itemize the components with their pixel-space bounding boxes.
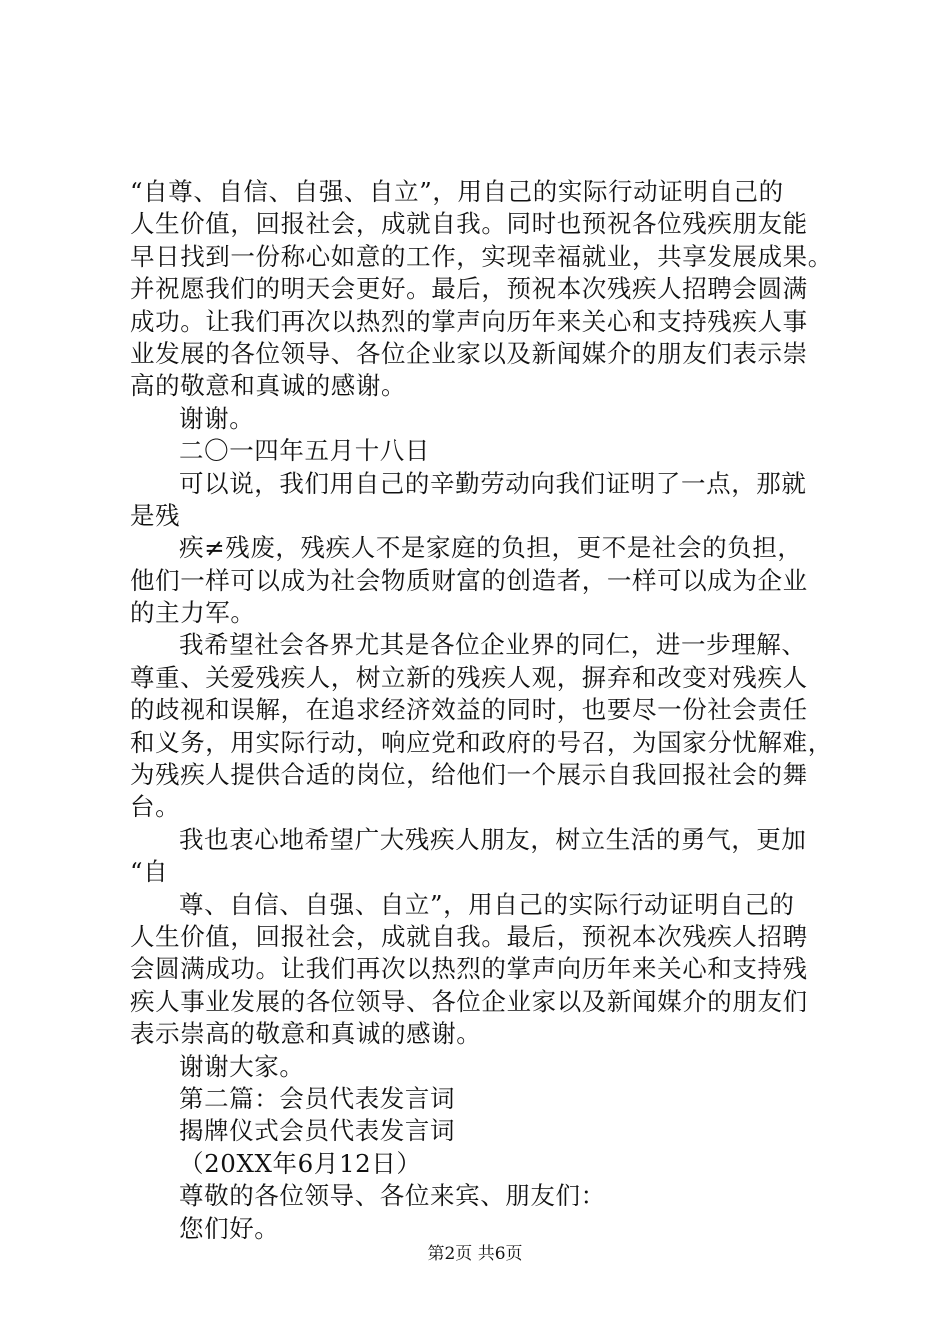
text-line: 我希望社会各界尤其是各位企业界的同仁，进一步理解、 [179, 630, 807, 660]
text-line: 可以说，我们用自己的辛勤劳动向我们证明了一点，那就 [179, 468, 807, 498]
text-line: 会圆满成功。让我们再次以热烈的掌声向历年来关心和支持残 [130, 954, 808, 984]
document-body [130, 176, 833, 1245]
text-line: 和义务，用实际行动，响应党和政府的号召，为国家分忧解难， [130, 727, 833, 757]
text-line: 高的敬意和真诚的感谢。 [130, 371, 407, 401]
text-line: 并祝愿我们的明天会更好。最后，预祝本次残疾人招聘会圆满 [130, 274, 808, 304]
text-line: 业发展的各位领导、各位企业家以及新闻媒介的朋友们表示崇 [130, 338, 808, 368]
text-line: 为残疾人提供合适的岗位，给他们一个展示自我回报社会的舞 [130, 760, 808, 790]
section-heading: 第二篇：会员代表发言词 [179, 1083, 456, 1113]
salutation: 尊敬的各位领导、各位来宾、朋友们： [179, 1181, 606, 1211]
text-line: 疾≠残废，残疾人不是家庭的负担，更不是社会的负担， [179, 533, 803, 563]
text-line: 谢谢大家。 [179, 1051, 305, 1081]
text-line: 我也衷心地希望广大残疾人朋友，树立生活的勇气，更加 [179, 824, 807, 854]
text-line: 是残 [130, 500, 181, 530]
text-line: 台。 [130, 792, 181, 822]
text-line: 表示崇高的敬意和真诚的感谢。 [130, 1019, 482, 1049]
date-line: 二〇一四年五月十八日 [179, 436, 430, 466]
page-number: 第2页 共6页 [427, 1244, 523, 1264]
text-line: 尊重、关爱残疾人，树立新的残疾人观，摒弃和改变对残疾人 [130, 662, 808, 692]
speech-title: 揭牌仪式会员代表发言词 [179, 1116, 456, 1146]
text-line: “自尊、自信、自强、自立”，用自己的实际行动证明自己的 [130, 177, 784, 206]
text-line: 人生价值，回报社会，成就自我。最后，预祝本次残疾人招聘 [130, 921, 808, 951]
greeting: 您们好。 [179, 1213, 280, 1243]
text-line: 早日找到一份称心如意的工作，实现幸福就业，共享发展成果。 [130, 241, 833, 271]
text-line: 尊、自信、自强、自立”，用自己的实际行动证明自己的 [179, 889, 795, 919]
text-line: 的主力军。 [130, 598, 256, 628]
text-line: 成功。让我们再次以热烈的掌声向历年来关心和支持残疾人事 [130, 306, 808, 336]
text-line: 他们一样可以成为社会物质财富的创造者，一样可以成为企业 [130, 565, 808, 595]
text-line: 疾人事业发展的各位领导、各位企业家以及新闻媒介的朋友们 [130, 986, 808, 1016]
speech-date: （20XX年6月12日） [179, 1148, 422, 1178]
text-line: 人生价值，回报社会，成就自我。同时也预祝各位残疾朋友能 [130, 209, 808, 239]
text-line: 谢谢。 [179, 403, 255, 433]
text-line: “自 [130, 857, 169, 887]
text-line: 的歧视和误解，在追求经济效益的同时，也要尽一份社会责任 [130, 695, 808, 725]
